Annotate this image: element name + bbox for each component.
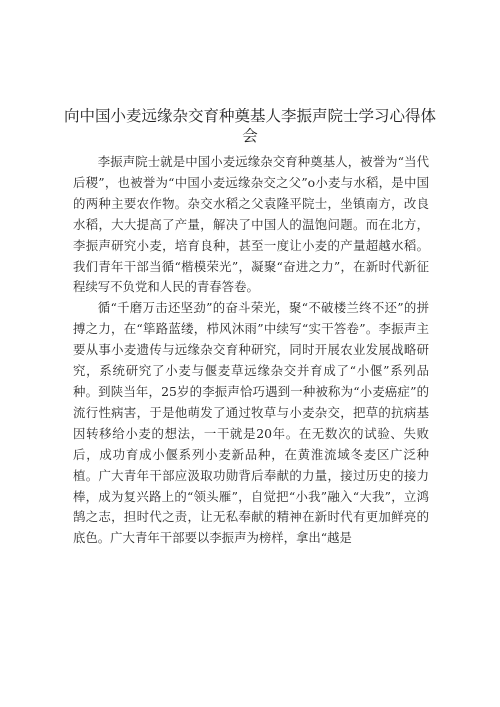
paragraph-2: 循“千磨万击还坚劲”的奋斗荣光，聚“不破楼兰终不还”的拼搏之力，在“筚路蓝缕，栉风沐雨”中续写“实干答卷”。李振声主要从事小麦遗传与远缘杂交育种研究，同时开展农业发展战略研究，系统研究了小麦与偃麦草远缘杂交并育成了“小偃”系列品种。到陕当年，25岁的李振声恰巧遇到一种被称为“小麦癌症”的流行性病害，于是他萌发了通过牧草与小麦杂交，把草的抗病基因转移给小麦的想法，一干就是20年。在无数次的试验、失败后，成功育成小偃系列小麦新品种，在黄淮流域冬麦区广泛种植。广大青年干部应汲取功勋背后奉献的力量，接过历史的接力棒，成为复兴路上的“领头雁”，自觉把“小我”融入“大我”，立鸿鹄之志，担时代之责，让无私奉献的精神在新时代有更加鲜亮的底色。广大青年干部要以李振声为榜样，拿出“越是 xyxy=(73,300,429,546)
document-title: 向中国小麦远缘杂交育种奠基人李振声院士学习心得体会 xyxy=(63,107,436,146)
paragraph-1: 李振声院士就是中国小麦远缘杂交育种奠基人，被誉为“当代后稷”，也被誉为“中国小麦远缘杂交之父”o小麦与水稻，是中国的两种主要农作物。杂交水稻之父袁隆平院士，坐镇南方，改良水稻，大大提高了产量，解决了中国人的温饱问题。而在北方，李振声研究小麦，培育良种，甚至一度让小麦的产量超越水稻。我们青年干部当循“楷模荣光”，凝聚“奋进之力”，在新时代新征程续写不负党和人民的青春答卷。 xyxy=(73,154,429,295)
document-body xyxy=(73,152,429,549)
